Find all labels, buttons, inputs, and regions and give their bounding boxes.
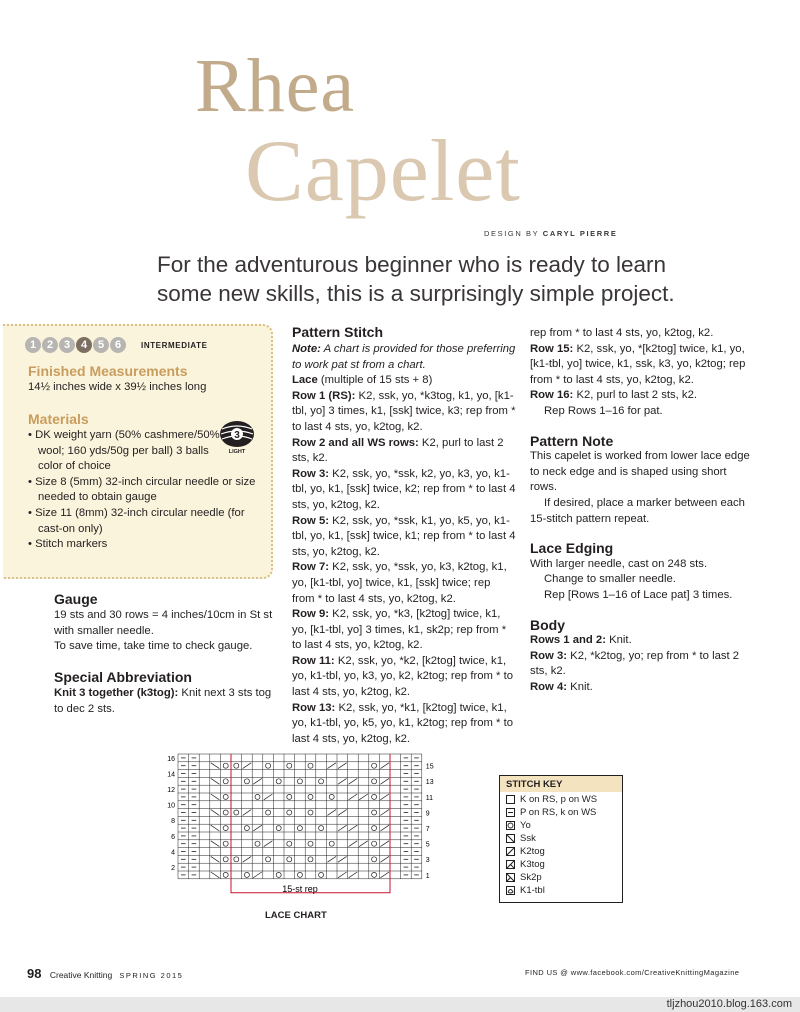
chart-grid [178, 754, 422, 893]
chart-stitch-mark [349, 825, 358, 831]
chart-stitch-mark [338, 763, 347, 769]
page-number: 98 [27, 966, 42, 981]
chart-stitch-mark [329, 794, 334, 799]
chart-row-number: 7 [425, 826, 430, 833]
chart-yo-mark [372, 779, 377, 784]
key-item [506, 807, 596, 818]
chart-stitch-mark [243, 763, 252, 769]
chart-stitch-mark [349, 841, 358, 847]
chart-stitch-mark [243, 810, 252, 816]
chart-note [292, 342, 516, 373]
chart-stitch-mark [297, 779, 302, 784]
chart-stitch-mark [319, 779, 324, 784]
chart-yo-mark [223, 872, 228, 877]
chart-stitch-mark [234, 857, 239, 862]
chart-stitch-mark [308, 810, 313, 815]
row-instruction [292, 436, 516, 467]
repeat-outline [231, 754, 390, 893]
note-label: Note: [292, 343, 321, 355]
gauge-text [54, 608, 274, 655]
lace-edging-p3: Rep [Rows 1–16 of Lace pat] 3 times. [544, 588, 733, 601]
chart-row-number: 12 [167, 787, 175, 794]
chart-stitch-mark [244, 826, 249, 831]
abbrev-term: Knit 3 together (k3tog): [54, 687, 179, 699]
chart-stitch-mark [327, 810, 336, 816]
chart-yo-mark [372, 857, 377, 862]
chart-row-number: 4 [171, 849, 175, 857]
finished-heading: Finished Measurements [28, 363, 188, 379]
materials-heading: Materials [28, 411, 89, 427]
chart-stitch-mark [338, 856, 347, 862]
key-item [506, 794, 597, 805]
chart-yo-mark [223, 857, 228, 862]
chart-yo-mark [372, 826, 377, 831]
chart-row-number: 11 [425, 794, 434, 802]
chart-decrease-mark [211, 825, 220, 831]
chart-stitch-mark [338, 810, 347, 816]
chart-stitch-mark [266, 810, 271, 815]
k2tog-icon [506, 847, 515, 856]
intro-text: For the adventurous beginner who is ready to learn some new skills, this is a surprisingly simple project. [157, 252, 675, 306]
chart-yo-mark [223, 826, 228, 831]
issue: SPRING 2015 [119, 971, 184, 980]
row-label: Row 11: [292, 654, 335, 667]
pattern-stitch-body [292, 342, 516, 747]
chart-row-number: 5 [425, 841, 430, 849]
chart-stitch-mark [327, 763, 336, 769]
yarn-weight-number: 3 [234, 430, 240, 441]
chart-stitch-mark [243, 856, 252, 862]
row-label: Row 7: [292, 561, 330, 574]
materials-list [28, 428, 268, 553]
chart-row-number: 16 [167, 755, 175, 763]
chart-stitch-mark [276, 872, 281, 877]
chart-decrease-mark [211, 794, 220, 800]
row-text: K2, ssk, yo, *k2, [k2tog] twice, k1, yo, k1-tbl, yo, k3, yo, k2, k2tog; rep from * to last 4 sts, yo, k2tog, k2. [292, 654, 514, 699]
chart-yo-mark [372, 763, 377, 768]
row-instruction [530, 633, 756, 649]
chart-stitch-mark [308, 794, 313, 799]
chart-stitch-mark [297, 872, 302, 877]
key-item [506, 872, 542, 883]
chart-row-numbers [167, 756, 433, 880]
chart-stitch-mark [244, 779, 249, 784]
repeat-instruction: Rep Rows 1–16 for pat. [544, 404, 663, 417]
chart-stitch-mark [308, 841, 313, 846]
row-label: Row 9: [292, 608, 330, 621]
row-label: Rows 1 and 2: [530, 634, 606, 647]
chart-stitch-mark [287, 763, 292, 768]
chart-decrease-mark [380, 841, 389, 847]
chart-yo-mark [223, 841, 228, 846]
key-item [506, 885, 545, 896]
chart-stitch-mark [276, 779, 281, 784]
chart-stitch-mark [297, 826, 302, 831]
chart-row-number: 10 [167, 802, 175, 810]
material-item: • Size 11 (8mm) 32-inch circular needle (for cast-on only) [28, 506, 268, 537]
chart-stitch-mark [349, 872, 358, 878]
chart-stitch-mark [253, 778, 262, 784]
row-text: K2, ssk, yo, *[k2tog] twice, k1, yo, [k1-tbl, yo] twice, k1, ssk, k3, yo, k2tog; rep from * to last 4 sts, yo, k2tog, k2. [530, 342, 746, 386]
chart-stitch-mark [349, 778, 358, 784]
chart-stitch-mark [255, 794, 260, 799]
chart-decrease-mark [380, 810, 389, 816]
chart-stitch-mark [338, 825, 347, 831]
chart-stitch-mark [287, 794, 292, 799]
row-text: K2, ssk, yo, *ssk, k2, yo, k3, yo, k1-tbl, yo, k1, [ssk] twice, k2; rep from * to last 4 sts, yo, k2tog, k2. [292, 467, 516, 511]
lace-label: Lace [292, 374, 318, 387]
purl-dash-icon [506, 808, 515, 817]
designer-name: CARYL PIERRE [542, 229, 618, 238]
chart-stitch-mark [244, 872, 249, 877]
row-label: Row 15: [530, 342, 574, 355]
key-item [506, 846, 545, 857]
k3tog-icon [506, 860, 515, 869]
row-instruction [292, 701, 516, 748]
pattern-note-p1: This capelet is worked from lower lace edge to neck edge and is shaped using short rows. [530, 450, 750, 494]
chart-row-number: 1 [425, 872, 430, 880]
row-instruction [292, 467, 516, 514]
key-item [506, 859, 545, 870]
abbrev-definition: Knit next 3 sts tog to dec 2 sts. [54, 687, 272, 715]
chart-row-number: 13 [425, 779, 434, 787]
gauge-tip: To save time, take time to check gauge. [54, 640, 253, 653]
byline-prefix: DESIGN BY [484, 229, 540, 238]
stitch-key [499, 775, 623, 903]
chart-stitch-mark [359, 794, 368, 800]
chart-row-number: 9 [425, 810, 430, 818]
abbrev-text [54, 686, 279, 717]
chart-stitch-mark [349, 794, 358, 800]
row-instruction [530, 680, 756, 696]
chart-decrease-mark [380, 778, 389, 784]
pattern-stitch-heading: Pattern Stitch [292, 324, 384, 340]
lace-chart [160, 750, 440, 900]
key-item [506, 820, 531, 831]
row-text: K2, purl to last 2 sts, k2. [292, 436, 504, 465]
skill-level-6: 6 [110, 337, 126, 353]
row-label: Row 5: [292, 514, 330, 527]
chart-stitch-mark [266, 857, 271, 862]
chart-stitch-mark [234, 763, 239, 768]
lace-edging-p2: Change to smaller needle. [544, 573, 676, 586]
key-label: K2tog [520, 846, 545, 857]
chart-stitch-mark [359, 841, 368, 847]
key-item [506, 833, 536, 844]
material-item: • Size 8 (5mm) 32-inch circular needle or size needed to obtain gauge [28, 475, 268, 506]
ssk-icon [506, 834, 515, 843]
row-text: K2, ssk, yo, *ssk, yo, k3, k2tog, k1, yo, [k1-tbl, yo] twice, k1, [ssk] twice; rep from * to last 4 sts, yo, k2tog, k2. [292, 561, 507, 605]
skill-level-3: 3 [59, 337, 75, 353]
skill-level-indicator [25, 337, 126, 353]
footer-social: FIND US @ www.facebook.com/CreativeKnittingMagazine [525, 968, 740, 977]
row-text: K2, ssk, yo, *k1, [k2tog] twice, k1, yo, k1-tbl, yo, k5, yo, k1, k2tog; rep from * to last 4 sts, yo, k2tog, k2. [292, 701, 514, 745]
chart-row-number: 2 [171, 865, 175, 872]
row-label: Row 1 (RS): [292, 389, 356, 402]
chart-decrease-mark [211, 778, 220, 784]
row-instruction [292, 654, 516, 701]
chart-stitch-mark [234, 810, 239, 815]
chart-title: LACE CHART [265, 910, 327, 921]
chart-stitch-mark [319, 826, 324, 831]
skill-level-5: 5 [93, 337, 109, 353]
key-label: Ssk [520, 833, 536, 844]
row-text: K2, ssk, yo, *k3, [k2tog] twice, k1, yo, [k1-tbl, yo] 3 times, k1, sk2p; rep from * to last 4 sts, yo, k2tog, k2. [292, 608, 507, 652]
row-text: K2, *k2tog, yo; rep from * to last 2 sts, k2. [530, 649, 740, 678]
key-label: K on RS, p on WS [520, 794, 598, 805]
chart-stitch-mark [338, 872, 347, 878]
chart-decrease-mark [211, 810, 220, 816]
row-label: Row 13: [292, 701, 336, 714]
lace-edging-p1: With larger needle, cast on 248 sts. [530, 557, 708, 570]
key-label: Sk2p [520, 872, 542, 883]
yarn-over-icon [506, 821, 515, 830]
lace-edging-heading: Lace Edging [530, 540, 614, 557]
row-text: Knit. [567, 680, 593, 693]
chart-stitch-mark [287, 810, 292, 815]
watermark-text: tljzhou2010.blog.163.com [666, 998, 792, 1010]
chart-yo-mark [223, 810, 228, 815]
chart-stitch-mark [253, 825, 262, 831]
key-label: Yo [520, 820, 531, 831]
chart-decrease-mark [380, 872, 389, 878]
chart-stitch-mark [287, 857, 292, 862]
row-text: Knit. [605, 634, 632, 647]
designer-byline [484, 229, 617, 238]
gauge-paragraph: 19 sts and 30 rows = 4 inches/10cm in St st with smaller needle. [54, 609, 273, 637]
row-label: Row 3: [530, 649, 568, 662]
footer-left [27, 966, 183, 981]
chart-stitch-mark [319, 872, 324, 877]
row-instruction [292, 514, 516, 561]
chart-decrease-mark [380, 825, 389, 831]
chart-stitch-mark [264, 841, 273, 847]
note-text: A chart is provided for those preferring to work pat st from a chart. [292, 343, 516, 371]
chart-row-number: 14 [167, 771, 175, 779]
chart-yo-mark [223, 779, 228, 784]
row-text: K2, purl to last 2 sts, k2. [573, 389, 698, 402]
key-label: K1-tbl [520, 885, 545, 896]
chart-yo-mark [372, 841, 377, 846]
chart-decrease-mark [380, 763, 389, 769]
sk2p-icon [506, 873, 515, 882]
stitch-key-title: STITCH KEY [500, 776, 622, 792]
lace-text: (multiple of 15 sts + 8) [317, 374, 433, 387]
finished-text: 14½ inches wide x 39½ inches long [28, 381, 207, 393]
title-rhea: Rhea [195, 44, 356, 128]
skill-level-4: 4 [76, 337, 92, 353]
key-label: K3tog [520, 859, 545, 870]
chart-stitch-mark [327, 856, 336, 862]
chart-yo-mark [223, 763, 228, 768]
material-item: • Stitch markers [28, 537, 268, 553]
skill-level-2: 2 [42, 337, 58, 353]
chart-stitch-mark [255, 841, 260, 846]
body-heading: Body [530, 616, 565, 633]
chart-decrease-mark [211, 763, 220, 769]
key-label: P on RS, k on WS [520, 807, 597, 818]
skill-label: INTERMEDIATE [141, 341, 208, 350]
row-instruction [530, 342, 756, 389]
material-item: • DK weight yarn (50% cashmere/50% wool; 160 yds/50g per ball) 3 balls color of choice [28, 428, 223, 475]
yarn-weight-label: LIGHT [228, 449, 246, 455]
chart-yo-mark [372, 810, 377, 815]
gauge-heading: Gauge [54, 591, 98, 607]
chart-stitch-mark [308, 857, 313, 862]
row-text: K2, ssk, yo, *ssk, k1, yo, k5, yo, k1-tbl, yo, k1, [ssk] twice, k1; rep from * to last 4 sts, yo, k2tog, k2. [292, 514, 516, 558]
row-instruction: rep from * to last 4 sts, yo, k2tog, k2. [530, 327, 714, 339]
row-instruction [530, 649, 756, 680]
row-instruction [292, 560, 516, 607]
chart-yo-mark [372, 794, 377, 799]
chart-stitch-mark [276, 826, 281, 831]
row-instruction [292, 607, 516, 654]
blank-square-icon [506, 795, 515, 804]
chart-row-number: 3 [425, 857, 430, 865]
chart-yo-mark [223, 794, 228, 799]
chart-decrease-mark [380, 794, 389, 800]
row-text: K2, ssk, yo, *k3tog, k1, yo, [k1-tbl, yo] 3 times, k1, [ssk] twice, k3; rep from * to last 4 sts, yo, k2tog, k2. [292, 389, 516, 433]
abbrev-heading: Special Abbreviation [54, 669, 192, 685]
pattern-note-p2: If desired, place a marker between each 15-stitch pattern repeat. [530, 496, 745, 525]
title-capelet: Capelet [245, 123, 521, 220]
repeat-label: 15-st rep [282, 884, 318, 894]
chart-stitch-mark [308, 763, 313, 768]
chart-row-number: 6 [171, 833, 175, 841]
chart-yo-mark [372, 872, 377, 877]
row-label: Row 16: [530, 389, 574, 402]
chart-decrease-mark [211, 856, 220, 862]
chart-stitch-mark [266, 763, 271, 768]
chart-decrease-mark [211, 841, 220, 847]
row-instruction [292, 389, 516, 436]
chart-stitch-mark [253, 872, 262, 878]
lace-line [292, 373, 516, 389]
skill-level-1: 1 [25, 337, 41, 353]
chart-stitch-mark [287, 841, 292, 846]
chart-stitch-mark [329, 841, 334, 846]
k1-tbl-icon [506, 886, 515, 895]
row-label: Row 3: [292, 467, 330, 480]
chart-stitch-mark [338, 778, 347, 784]
pattern-note-heading: Pattern Note [530, 432, 614, 449]
magazine-name: Creative Knitting [49, 970, 113, 980]
chart-decrease-mark [211, 872, 220, 878]
pattern-stitch-continued [530, 326, 756, 695]
chart-stitch-mark [264, 794, 273, 800]
chart-row-number: 15 [425, 763, 434, 771]
chart-decrease-mark [380, 856, 389, 862]
row-label: Row 4: [530, 680, 568, 693]
chart-row-number: 8 [171, 818, 175, 826]
row-label: Row 2 and all WS rows: [292, 436, 419, 449]
row-instruction [530, 388, 756, 404]
